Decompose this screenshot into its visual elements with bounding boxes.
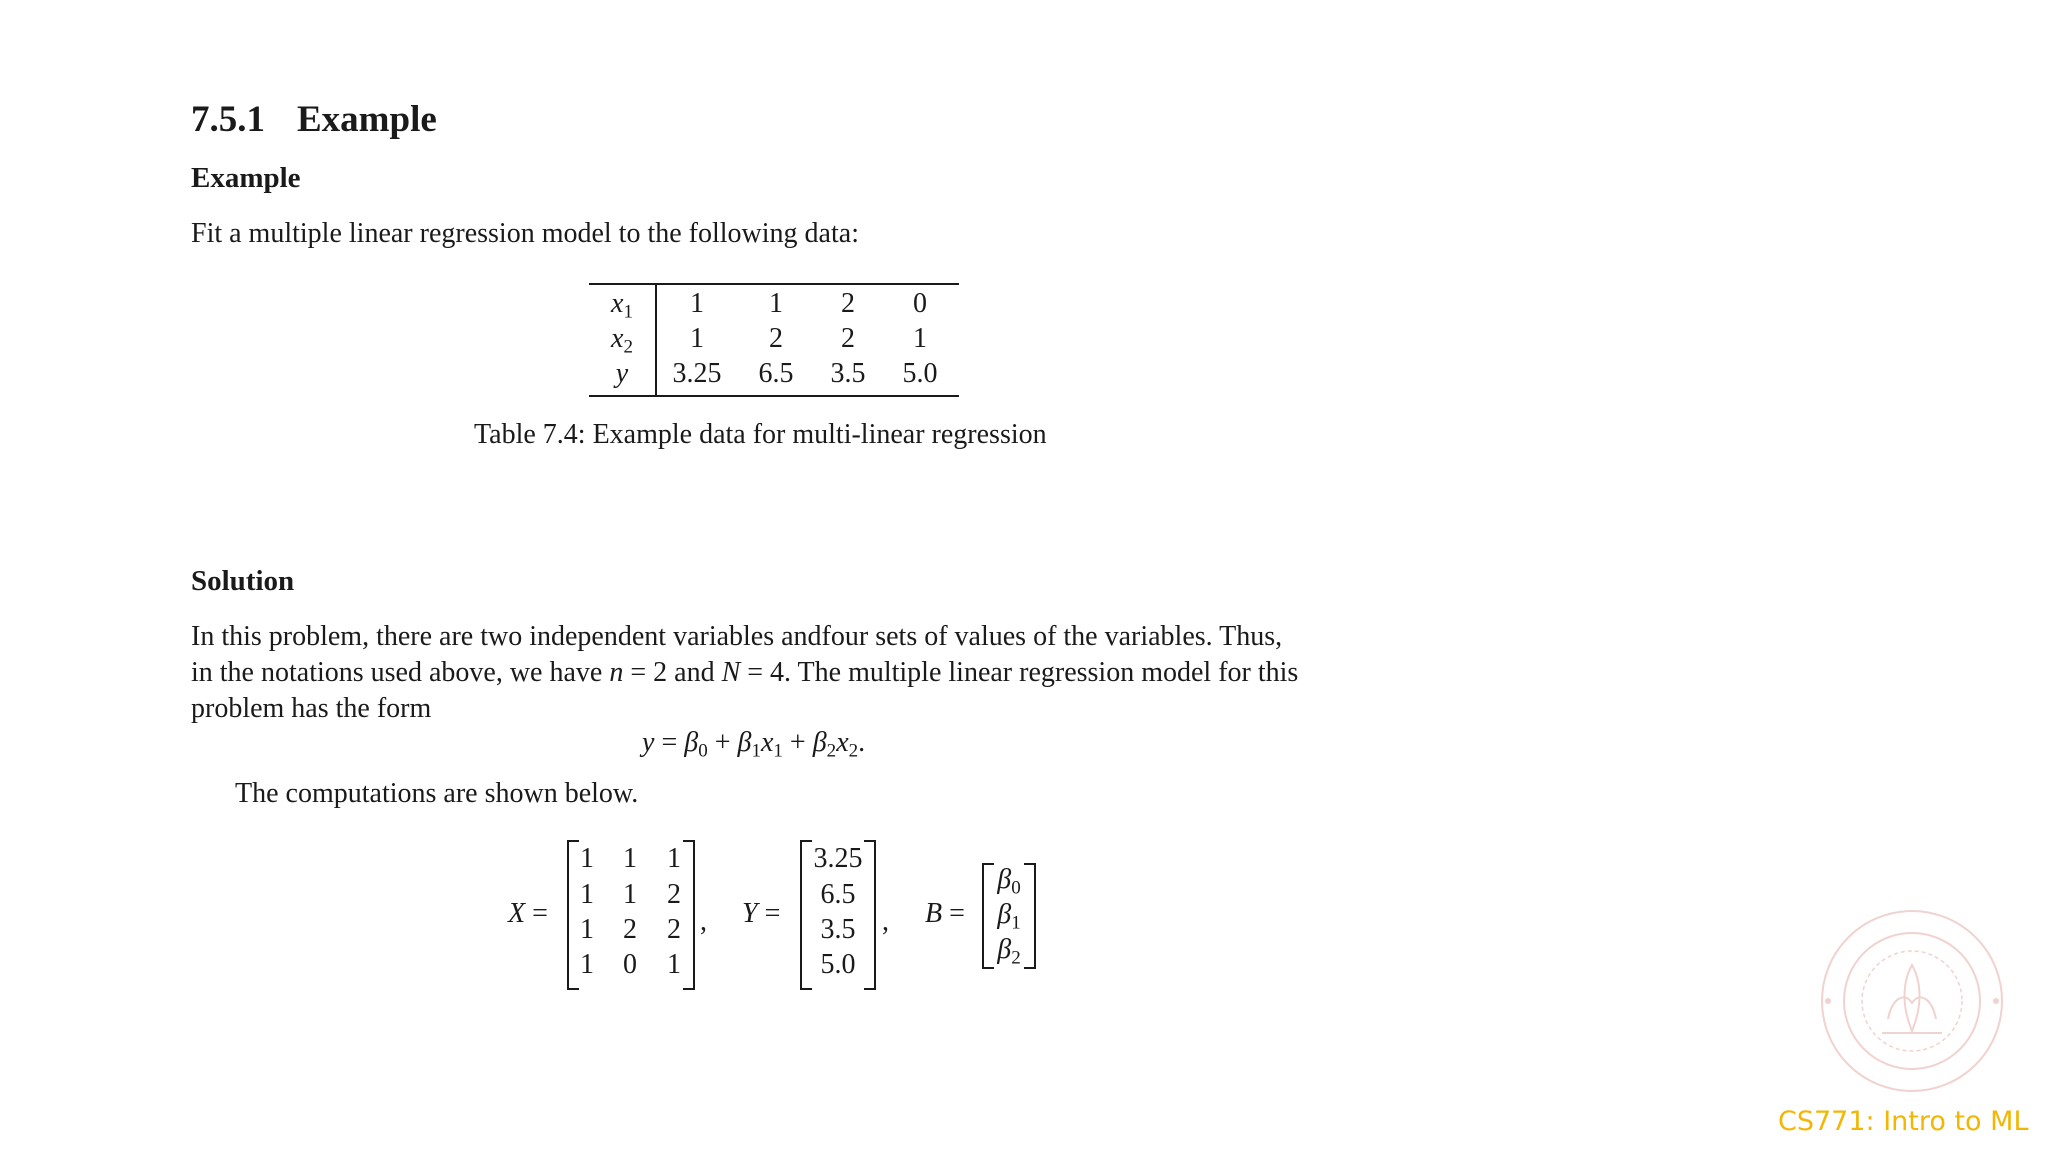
table-divider — [655, 285, 657, 395]
matrix-cell: 6.5 — [820, 879, 856, 910]
matrix-cell: $\beta_0$ — [997, 864, 1021, 899]
matrix-bracket-right — [864, 840, 876, 990]
matrix-cell: 0 — [623, 949, 637, 980]
matrix-cell: 1 — [580, 879, 594, 910]
solution-paragraph — [191, 619, 1298, 727]
matrix-cell: 1 — [623, 879, 637, 910]
matrix-cell: 1 — [580, 843, 594, 874]
matrix-bracket-right — [683, 840, 695, 990]
table-cell: 1 — [913, 323, 927, 354]
table-cell: 1 — [690, 288, 704, 319]
matrix-x — [567, 840, 695, 990]
table-cell: 3.25 — [672, 358, 722, 389]
matrix-y-label: Y = — [742, 898, 781, 929]
matrix-y — [800, 840, 876, 990]
table-cell: 6.5 — [758, 358, 794, 389]
table-cell: 5.0 — [902, 358, 938, 389]
matrix-comma: , — [700, 906, 707, 937]
matrix-bracket-left — [567, 840, 579, 990]
matrix-b — [982, 863, 1036, 969]
section-number: 7.5.1 — [191, 99, 265, 140]
matrix-b-label: B = — [925, 898, 965, 929]
matrix-cell: $\beta_2$ — [997, 934, 1021, 969]
example-heading: Example — [191, 162, 301, 194]
matrix-cell: 5.0 — [820, 949, 856, 980]
matrix-cell: 2 — [667, 879, 681, 910]
matrix-cell: 2 — [623, 914, 637, 945]
table-cell: 2 — [841, 288, 855, 319]
matrix-bracket-left — [800, 840, 812, 990]
table-caption: Table 7.4: Example data for multi-linear regression — [474, 419, 1047, 450]
matrix-cell: 1 — [667, 843, 681, 874]
matrix-comma: , — [882, 906, 889, 937]
table-cell: 0 — [913, 288, 927, 319]
matrix-cell: 1 — [580, 949, 594, 980]
table-cell: 1 — [690, 323, 704, 354]
intro-text: Fit a multiple linear regression model to the following data: — [191, 218, 859, 249]
data-table — [589, 283, 959, 397]
table-cell: 2 — [769, 323, 783, 354]
matrix-cell: 2 — [667, 914, 681, 945]
section-title: Example — [297, 99, 437, 140]
matrix-cell: 1 — [580, 914, 594, 945]
solution-line-3: problem has the form — [191, 693, 432, 724]
matrix-cell: 1 — [623, 843, 637, 874]
table-cell: 3.5 — [830, 358, 866, 389]
table-cell: 2 — [841, 323, 855, 354]
course-footer: CS771: Intro to ML — [1778, 1106, 2029, 1137]
matrix-bracket-right — [1024, 863, 1036, 969]
matrix-cell: $\beta_1$ — [997, 899, 1021, 934]
solution-line-1: In this problem, there are two independent variables andfour sets of values of the variables. Thus, — [191, 621, 1283, 652]
institute-seal-watermark — [1818, 907, 2006, 1095]
section-heading — [191, 98, 437, 141]
matrix-cell: 3.25 — [813, 843, 863, 874]
row-label-y: y — [615, 358, 629, 389]
row-label-x2: $x_2$ — [611, 323, 633, 358]
solution-line-2: in the notations used above, we have n = 2 and N = 4. The multiple linear regression model for this — [191, 657, 1299, 688]
matrix-cell: 1 — [667, 949, 681, 980]
computations-text: The computations are shown below. — [235, 778, 639, 809]
solution-heading: Solution — [191, 565, 295, 597]
matrix-bracket-left — [982, 863, 994, 969]
matrix-x-label: X = — [508, 898, 548, 929]
regression-equation: $y = \beta_0 + \beta_1x_1 + \beta_2x_2$. — [642, 727, 866, 762]
row-label-x1: $x_1$ — [611, 288, 633, 323]
matrix-cell: 3.5 — [820, 914, 856, 945]
table-cell: 1 — [769, 288, 783, 319]
